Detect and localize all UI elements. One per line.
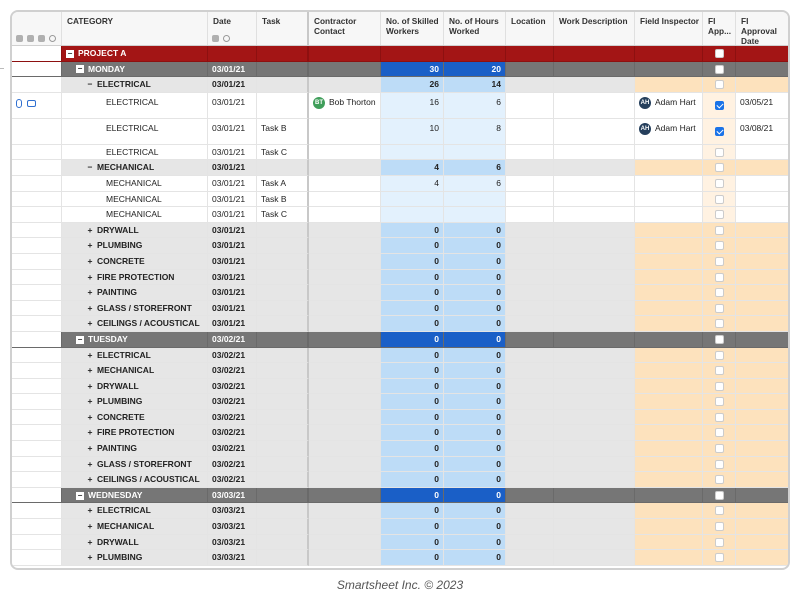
table-row[interactable]: + PLUMBING 03/01/21 0 0	[12, 238, 788, 254]
col-location[interactable]: Location	[506, 12, 554, 45]
comment-icon[interactable]	[27, 100, 36, 107]
sheet-grid	[10, 10, 790, 570]
fi-approved-checkbox[interactable]	[715, 195, 724, 204]
table-row[interactable]: MECHANICAL 03/01/21 Task C	[12, 207, 788, 223]
table-row[interactable]: + CONCRETE 03/02/21 0 0	[12, 410, 788, 426]
fi-approved-checkbox[interactable]	[715, 460, 724, 469]
fi-approved-checkbox[interactable]	[715, 382, 724, 391]
inspector-cell[interactable]: AH Adam Hart	[635, 119, 703, 145]
fi-approved-checkbox[interactable]	[715, 80, 724, 89]
collapse-toggle[interactable]: −	[77, 334, 83, 344]
margin-tick	[0, 68, 4, 69]
table-row[interactable]: − TUESDAY 03/02/21 0 0	[12, 332, 788, 348]
expand-toggle[interactable]: +	[87, 427, 93, 438]
group-label: FIRE PROTECTION	[97, 427, 175, 438]
group-label: FIRE PROTECTION	[97, 271, 175, 282]
table-row[interactable]: + GLASS / STOREFRONT 03/02/21 0 0	[12, 457, 788, 473]
collapse-toggle[interactable]: −	[67, 48, 73, 58]
table-row[interactable]: ELECTRICAL 03/01/21 BT Bob Thorton 16 6 AH Adam Hart 03/05/21	[12, 93, 788, 119]
contractor-cell[interactable]: BT Bob Thorton	[309, 93, 381, 119]
monday-collapsed-groups	[12, 223, 788, 332]
expand-toggle[interactable]: +	[87, 380, 93, 391]
attachment-icon	[16, 35, 23, 42]
table-row[interactable]: + PAINTING 03/01/21 0 0	[12, 285, 788, 301]
table-row[interactable]: + ELECTRICAL 03/02/21 0 0	[12, 348, 788, 364]
fi-approved-checkbox[interactable]	[715, 491, 724, 500]
col-category[interactable]: CATEGORY	[62, 12, 208, 45]
table-row[interactable]: − WEDNESDAY 03/03/21 0 0	[12, 488, 788, 504]
wednesday-collapsed-groups	[12, 503, 788, 565]
table-row[interactable]: − ELECTRICAL 03/01/21 26 14	[12, 77, 788, 93]
expand-toggle[interactable]: +	[87, 287, 93, 298]
fi-approved-checkbox[interactable]	[715, 444, 724, 453]
expand-toggle[interactable]: +	[87, 302, 93, 313]
table-row[interactable]: + CEILINGS / ACOUSTICAL 03/02/21 0 0	[12, 472, 788, 488]
group-label: CEILINGS / ACOUSTICAL	[97, 474, 200, 485]
expand-toggle[interactable]: +	[87, 271, 93, 282]
fi-approved-checkbox[interactable]	[715, 397, 724, 406]
expand-toggle[interactable]: +	[87, 365, 93, 376]
collapse-toggle[interactable]: −	[77, 64, 83, 74]
group-label: DRYWALL	[97, 536, 139, 547]
col-field-inspector[interactable]: Field Inspector	[635, 12, 703, 45]
fi-approved-checkbox[interactable]	[715, 65, 724, 74]
col-date[interactable]	[208, 12, 257, 45]
table-row[interactable]: + PLUMBING 03/03/21 0 0	[12, 550, 788, 566]
table-row[interactable]: ELECTRICAL 03/01/21 Task C	[12, 145, 788, 161]
col-work-description[interactable]: Work Description	[554, 12, 635, 45]
table-row[interactable]: MECHANICAL 03/01/21 Task B	[12, 192, 788, 208]
group-label: PLUMBING	[97, 552, 143, 563]
collapse-toggle[interactable]: −	[87, 162, 93, 173]
collapse-toggle[interactable]: −	[87, 79, 93, 90]
fi-approved-checkbox[interactable]	[715, 304, 724, 313]
col-skilled-workers[interactable]: No. of Skilled Workers	[381, 12, 444, 45]
fi-approved-checkbox[interactable]	[715, 273, 724, 282]
expand-toggle[interactable]: +	[87, 255, 93, 266]
fi-approved-checkbox[interactable]	[715, 506, 724, 515]
fi-approved-checkbox[interactable]	[715, 179, 724, 188]
table-row[interactable]: + CEILINGS / ACOUSTICAL 03/01/21 0 0	[12, 316, 788, 332]
column-header-row	[12, 12, 788, 46]
fi-approved-checkbox[interactable]	[715, 538, 724, 547]
copyright-caption: Smartsheet Inc. © 2023	[336, 578, 464, 592]
clock-icon	[223, 35, 230, 42]
col-task[interactable]: Task	[257, 12, 309, 45]
table-row[interactable]: + PLUMBING 03/02/21 0 0	[12, 394, 788, 410]
table-row[interactable]: + DRYWALL 03/03/21 0 0	[12, 535, 788, 551]
col-hours-worked[interactable]: No. of Hours Worked	[444, 12, 506, 45]
fi-approved-checkbox[interactable]	[715, 49, 724, 58]
expand-toggle[interactable]: +	[87, 458, 93, 469]
info-icon	[49, 35, 56, 42]
table-row[interactable]: − MONDAY 03/01/21 30 20	[12, 62, 788, 78]
group-label: DRYWALL	[97, 380, 139, 391]
fi-approved-checkbox[interactable]	[715, 257, 724, 266]
group-label: PLUMBING	[97, 240, 143, 251]
table-row[interactable]: − MECHANICAL 03/01/21 4 6	[12, 160, 788, 176]
table-row[interactable]: + MECHANICAL 03/03/21 0 0	[12, 519, 788, 535]
fi-approved-checkbox[interactable]	[715, 226, 724, 235]
table-row[interactable]: + FIRE PROTECTION 03/01/21 0 0	[12, 270, 788, 286]
expand-toggle[interactable]: +	[87, 521, 93, 532]
table-row[interactable]: MECHANICAL 03/01/21 Task A 4 6	[12, 176, 788, 192]
fi-approved-checkbox[interactable]	[715, 127, 724, 136]
group-label: CONCRETE	[97, 411, 145, 422]
expand-toggle[interactable]: +	[87, 505, 93, 516]
group-label: ELECTRICAL	[97, 349, 151, 360]
table-row[interactable]: + ELECTRICAL 03/03/21 0 0	[12, 503, 788, 519]
day-label: MONDAY	[88, 63, 125, 74]
tuesday-collapsed-groups	[12, 348, 788, 488]
fi-approved-checkbox[interactable]	[715, 335, 724, 344]
table-row[interactable]: + PAINTING 03/02/21 0 0	[12, 441, 788, 457]
expand-toggle[interactable]: +	[87, 443, 93, 454]
fi-approved-checkbox[interactable]	[715, 413, 724, 422]
group-label: MECHANICAL	[97, 521, 155, 532]
expand-toggle[interactable]: +	[87, 474, 93, 485]
table-row[interactable]: + FIRE PROTECTION 03/02/21 0 0	[12, 425, 788, 441]
fi-approved-checkbox[interactable]	[715, 210, 724, 219]
col-fi-approval-date[interactable]: FI Approval Date	[736, 12, 790, 45]
attachment-icon[interactable]	[16, 99, 22, 108]
group-label: PAINTING	[97, 443, 137, 454]
table-row[interactable]	[12, 46, 788, 62]
avatar: AH	[639, 123, 651, 135]
table-row[interactable]: + CONCRETE 03/01/21 0 0	[12, 254, 788, 270]
fi-approved-checkbox[interactable]	[715, 148, 724, 157]
fi-approved-checkbox[interactable]	[715, 475, 724, 484]
group-label: GLASS / STOREFRONT	[97, 458, 192, 469]
day-label: WEDNESDAY	[88, 489, 143, 500]
expand-toggle[interactable]: +	[87, 411, 93, 422]
avatar: AH	[639, 97, 651, 109]
table-row[interactable]: ELECTRICAL 03/01/21 Task B 10 8 AH Adam Hart 03/08/21	[12, 119, 788, 145]
collapse-toggle[interactable]: −	[77, 490, 83, 500]
col-date-label: Date	[213, 16, 231, 26]
table-row[interactable]: + DRYWALL 03/01/21 0 0	[12, 223, 788, 239]
avatar: BT	[313, 97, 325, 109]
table-row[interactable]: + DRYWALL 03/02/21 0 0	[12, 379, 788, 395]
lock-icon	[212, 35, 219, 42]
day-label: TUESDAY	[88, 333, 128, 344]
group-label: CEILINGS / ACOUSTICAL	[97, 318, 200, 329]
expand-toggle[interactable]: +	[87, 224, 93, 235]
comment-icon	[27, 35, 34, 42]
table-row[interactable]: + MECHANICAL 03/02/21 0 0	[12, 363, 788, 379]
expand-toggle[interactable]: +	[87, 240, 93, 251]
table-row[interactable]: + GLASS / STOREFRONT 03/01/21 0 0	[12, 301, 788, 317]
fi-approved-checkbox[interactable]	[715, 288, 724, 297]
fi-approved-checkbox[interactable]	[715, 522, 724, 531]
group-label: CONCRETE	[97, 255, 145, 266]
fi-approved-checkbox[interactable]	[715, 163, 724, 172]
expand-toggle[interactable]: +	[87, 536, 93, 547]
project-label: PROJECT A	[78, 48, 127, 58]
fi-approved-checkbox[interactable]	[715, 553, 724, 562]
group-label: PLUMBING	[97, 396, 143, 407]
fi-approved-checkbox[interactable]	[715, 351, 724, 360]
group-label: PAINTING	[97, 287, 137, 298]
expand-toggle[interactable]: +	[87, 318, 93, 329]
row-actions-header	[12, 12, 62, 45]
expand-toggle[interactable]: +	[87, 349, 93, 360]
group-label: MECHANICAL	[97, 365, 155, 376]
expand-toggle[interactable]: +	[87, 552, 93, 563]
col-fi-approved[interactable]: FI App...	[703, 12, 736, 45]
fi-approved-checkbox[interactable]	[715, 366, 724, 375]
fi-approved-checkbox[interactable]	[715, 319, 724, 328]
expand-toggle[interactable]: +	[87, 396, 93, 407]
proof-icon	[38, 35, 45, 42]
fi-approved-checkbox[interactable]	[715, 241, 724, 250]
group-label: ELECTRICAL	[97, 505, 151, 516]
group-label: DRYWALL	[97, 224, 139, 235]
inspector-cell[interactable]: AH Adam Hart	[635, 93, 703, 119]
fi-approved-checkbox[interactable]	[715, 428, 724, 437]
col-contractor[interactable]: Contractor Contact	[309, 12, 381, 45]
group-label: GLASS / STOREFRONT	[97, 302, 192, 313]
fi-approved-checkbox[interactable]	[715, 101, 724, 110]
